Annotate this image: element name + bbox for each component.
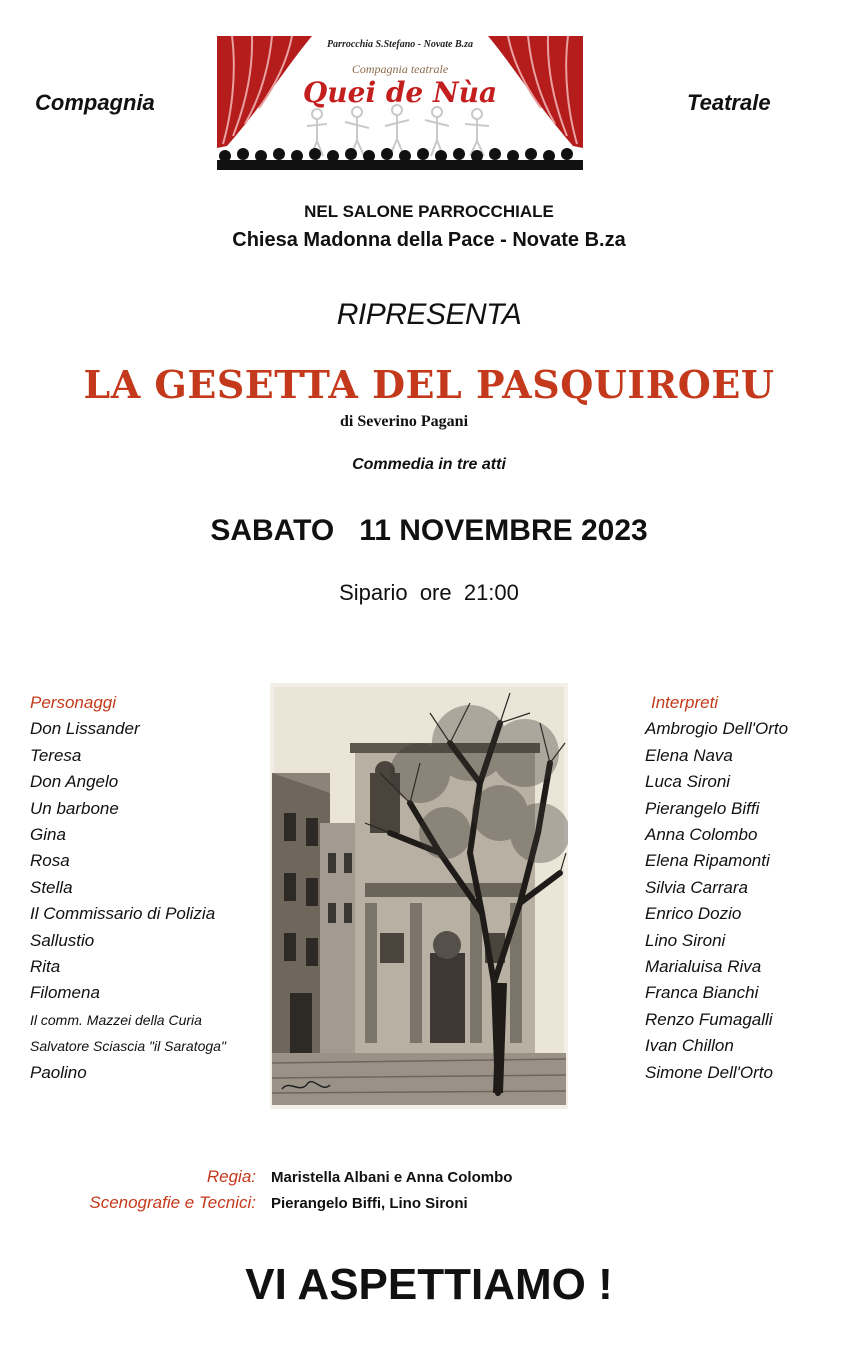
logo-company-name: Quei de Nùa [302,76,498,109]
actor-item: Ivan Chillon [645,1036,734,1056]
venue-line-1: NEL SALONE PARROCCHIALE [304,202,554,221]
actor-item: Pierangelo Biffi [645,798,760,818]
sets-value: Pierangelo Biffi, Lino Sironi [271,1195,468,1212]
character-item: Rosa [30,851,70,871]
company-logo [217,36,583,170]
actor-item: Luca Sironi [645,772,731,792]
character-item: Don Lissander [30,719,140,739]
show-author: di Severino Pagani [340,413,469,430]
actors-header: Interpreti [651,693,719,712]
actor-item: Enrico Dozio [645,904,742,924]
character-item: Il Commissario di Polizia [30,904,216,924]
characters-list [30,690,270,1086]
show-time: Sipario ore 21:00 [339,580,519,605]
direction-label: Regia: [206,1167,256,1186]
character-item: Paolino [30,1062,87,1082]
show-date: SABATO 11 NOVEMBRE 2023 [210,514,648,547]
actor-item: Franca Bianchi [645,983,759,1003]
logo-top-text: Parrocchia S.Stefano - Novate B.za [326,39,474,50]
character-item: Un barbone [30,798,119,818]
character-item: Il comm. Mazzei della Curia [30,1011,202,1028]
actor-item: Silvia Carrara [645,877,748,897]
actor-item: Elena Ripamonti [645,851,770,871]
character-item: Salvatore Sciascia "il Saratoga" [30,1038,226,1055]
actor-item: Lino Sironi [645,930,726,950]
show-genre: Commedia in tre atti [352,456,506,473]
character-item: Stella [30,877,73,897]
actor-item: Marialuisa Riva [645,957,762,977]
character-item: Gina [30,825,66,845]
sets-label: Scenografie e Tecnici: [89,1193,256,1212]
presents-label: RIPRESENTA [336,298,522,331]
characters-header: Personaggi [30,693,117,712]
character-item: Filomena [30,983,100,1003]
character-item: Sallustio [30,930,95,950]
header-left-word: Compagnia [35,90,155,115]
actor-item: Simone Dell'Orto [645,1062,773,1082]
closing-message: VI ASPETTIAMO ! [245,1260,613,1309]
character-item: Teresa [30,745,82,765]
actor-item: Anna Colombo [645,825,758,845]
direction-value: Maristella Albani e Anna Colombo [271,1169,513,1186]
actors-list [645,690,845,1086]
show-title: LA GESETTA DEL PASQUIROEU [83,362,775,407]
actor-item: Renzo Fumagalli [645,1009,773,1029]
venue-line-2: Chiesa Madonna della Pace - Novate B.za [232,229,626,251]
actor-item: Elena Nava [645,745,733,765]
header-right-word: Teatrale [687,90,771,115]
actor-item: Ambrogio Dell'Orto [645,719,789,739]
logo-company-small: Compagnia teatrale [351,62,449,76]
character-item: Rita [30,957,61,977]
church-drawing [270,683,568,1109]
character-item: Don Angelo [30,772,119,792]
